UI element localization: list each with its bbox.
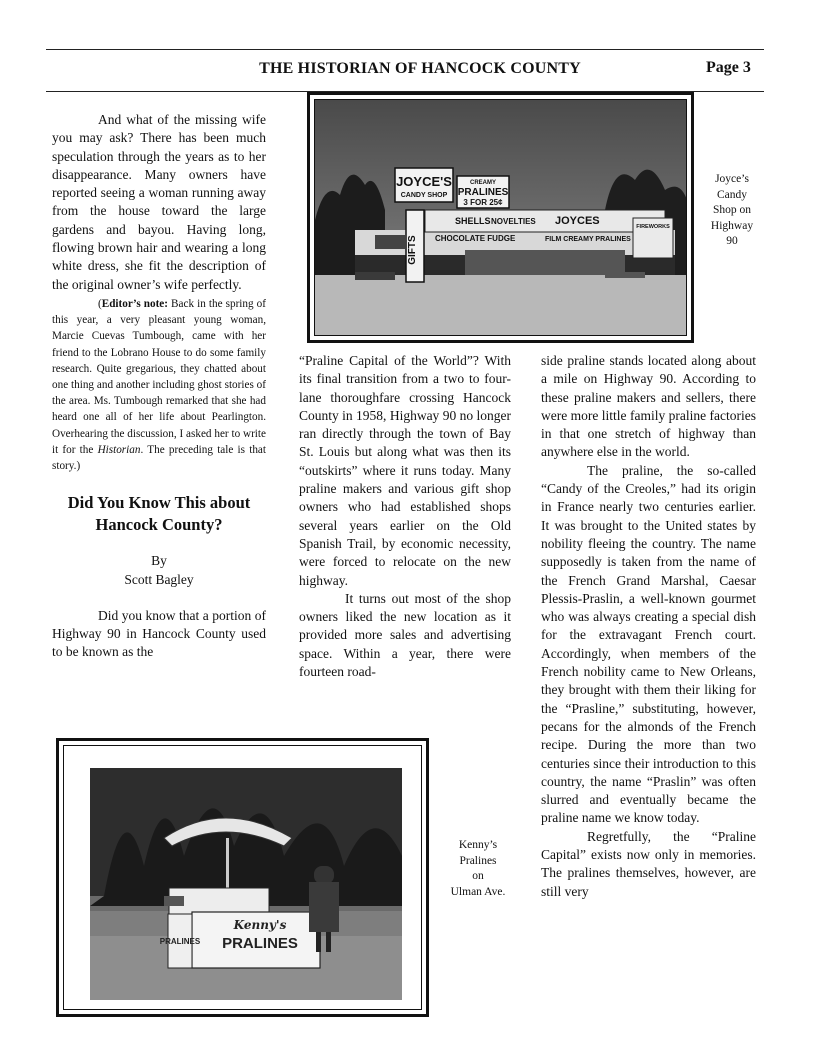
article-headline <box>52 492 266 536</box>
column-3 <box>541 352 756 901</box>
photo-kennys-caption <box>438 838 518 900</box>
caption-joyces-line-1: Joyce’s <box>715 173 749 185</box>
headline-line-1: Did You Know This about <box>67 493 251 513</box>
article-paragraph-1: Did you know that a portion of Highway 90 in Hancock County used to be known as the <box>52 607 266 660</box>
note-open: ( <box>98 297 102 310</box>
sign-chocolate-fudge: CHOCOLATE FUDGE <box>435 234 516 243</box>
article-paragraph-2: “Praline Capital of the World”? With its final transition from a two to four-lane thoroughfare crossing Hancock County in 1958, Highway 90 no longer ran directly through the town of Bay St. Louis but along what was then its “outskirts” where it runs today. Many praline makers and various gift shop owners who had established shops several years earlier on the Old Spanish Trail, by economic necessity, were forced to relocate on the new highway. <box>299 353 511 588</box>
sign-novelties: NOVELTIES <box>491 217 536 226</box>
sign-joyces: JOYCE'S <box>396 174 452 189</box>
sign-kennys-side: PRALINES <box>159 937 201 946</box>
byline-by: By <box>151 553 167 569</box>
sign-candy-shop: CANDY SHOP <box>400 192 448 199</box>
caption-joyces-line-3: Shop on <box>712 204 752 216</box>
sign-fireworks: FIREWORKS <box>636 224 670 230</box>
sign-3-for-25: 3 FOR 25¢ <box>463 198 503 207</box>
column-2 <box>299 352 511 681</box>
photo-joyces <box>314 99 687 336</box>
caption-joyces-line-5: 90 <box>726 235 738 247</box>
photo-joyces-frame <box>307 92 694 343</box>
sign-joyces-2: JOYCES <box>555 215 600 227</box>
sign-pralines: PRALINES <box>457 187 509 198</box>
sign-film-creamy-pralines: FILM CREAMY PRALINES <box>545 236 631 243</box>
photo-joyces-caption <box>700 172 764 250</box>
photo-kennys <box>63 745 422 1010</box>
editors-note <box>52 296 266 474</box>
newsletter-title: THE HISTORIAN OF HANCOCK COUNTY <box>259 60 581 77</box>
sign-shells: SHELLS <box>455 216 491 226</box>
sign-creamy: CREAMY <box>469 180 497 186</box>
photo-kennys-frame <box>56 738 429 1017</box>
joyces-candy-shop-photo <box>315 100 687 336</box>
headline-line-2: Hancock County? <box>95 515 223 535</box>
editors-note-text: Back in the spring of this year, a very pleasant young woman, Marcie Cuevas Tumbough, came with her friend to the Lobrano House to do some family research. Quite gregarious, they chatted about one thing and another including ghost stories of the area. Ms. Tumbough remarked that she had heard one all of her life about Pearlington. Overhearing the discussion, I asked her to write it for the <box>52 297 266 456</box>
column-1 <box>52 111 266 662</box>
editors-note-label: Editor’s note: <box>101 297 168 310</box>
caption-joyces-line-2: Candy <box>716 188 748 201</box>
kennys-pralines-photo <box>64 746 422 1010</box>
sign-kennys-pralines: PRALINES <box>222 935 298 952</box>
article-paragraph-3: It turns out most of the shop owners liked the new location as it provided more sales and advertising space. Within a year, there were fourteen road- <box>299 590 511 680</box>
article-paragraph-6: Regretfully, the “Praline Capital” exists now only in memories. The pralines themselves, however, are still very <box>541 828 756 899</box>
caption-kennys-line-2: Pralines <box>459 854 497 867</box>
sign-gifts: GIFTS <box>407 235 418 265</box>
article-paragraph-4: side praline stands located along about a mile on Highway 90. According to these praline makers and sellers, there were more little family praline factories in that one stretch of highway than anywhere else in the world. <box>541 353 756 460</box>
caption-kennys-line-3: on <box>472 870 484 882</box>
caption-kennys-line-4: Ulman Ave. <box>450 885 506 898</box>
article-paragraph-5: The praline, the so-called “Candy of the Creoles,” had its origin in France nearly two centuries earlier. It was brought to the United states by nobility fleeing the country. The name supposedly is taken from the name of the French Grand Marshal, Caesar Plessis-Praslin, a well-known gourmet who was always creating a special dish for the extravagant French court. Accordingly, when members of the French nobility came to New Orleans, they brought with them their liking for the “Prasline,” substituting, however, pecans for the almonds of the French recipe. During the more than two centuries since their introduction to this country, the name “Praslin” was often slurred and eventually became the praline name we know today. <box>541 462 756 826</box>
editors-note-italic: Historian <box>97 443 141 456</box>
byline <box>52 552 266 589</box>
page-number: Page 3 <box>706 59 751 76</box>
sign-kennys: Kenny's <box>233 918 287 932</box>
header-top-rule <box>46 49 764 50</box>
ghost-story-conclusion: And what of the missing wife you may ask? There has been much speculation through the years as to her disappearance. Many owners have reported seeing a woman running away from the house toward the large gardens and bayou. Having long, flowing brown hair and wearing a long white dress, she fit the description of the original owner’s wife perfectly. <box>52 112 266 292</box>
caption-kennys-line-1: Kenny’s <box>458 839 498 851</box>
byline-author: Scott Bagley <box>124 571 194 587</box>
editors-note-end: . The preceding tale is that story.) <box>52 443 266 472</box>
caption-joyces-line-4: Highway <box>710 219 754 232</box>
